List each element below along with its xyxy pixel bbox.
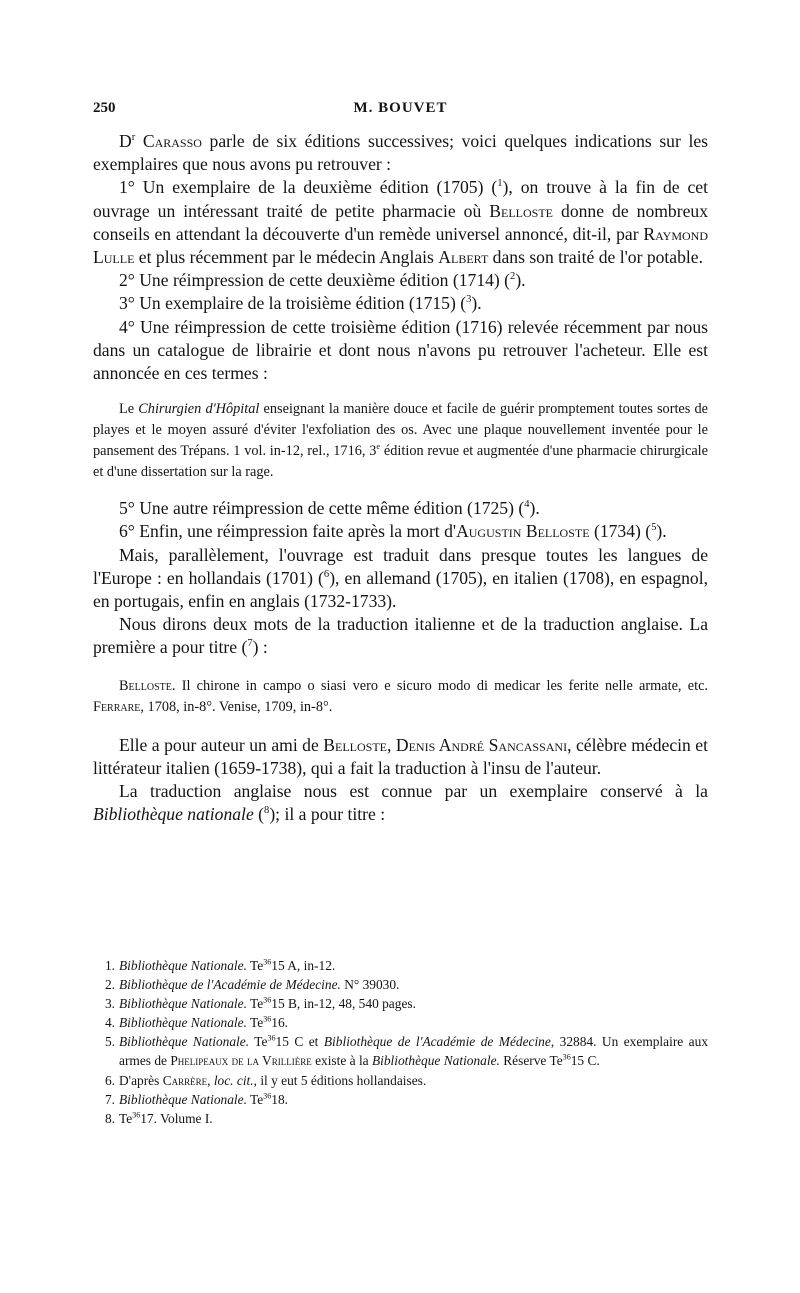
page-number: 250 [93,100,116,116]
main-text [93,130,708,826]
footnote-5: 5. Bibliothèque Nationale. Te$^{36}$15 C et Bibliothèque de l'Académie de Médecine, 32884. Un exemplaire aux armes de Phelipeaux de la Vrillière existe à la Bibliothèque Nationale. Réserve Te$^{36}$15 C. [104,1033,709,1069]
footnote-ref: 6 [323,568,330,580]
footnote-2: 2. Bibliothèque de l'Académie de Médecine. N° 39030. [104,977,400,993]
footnote-ref: 4 [524,499,530,511]
footnote-ref: 5 [651,522,657,534]
paragraph-item-5: 5° Une autre réimpression de cette même édition (1725) ($^4$). [119,498,540,519]
footnote-6: 6. D'après Carrère, loc. cit., il y eut 5 éditions hollandaises. [104,1072,427,1088]
paragraph-item-6: 6° Enfin, une réimpression faite après la mort d'Augustin Belloste (1734) ($^5$). [119,521,667,542]
paragraph-english: La traduction anglaise nous est connue par un exemplaire conservé à la Bibliothèque nationale ($^8$); il a pour titre : [93,781,708,825]
block-quote-catalogue: Le Chirurgien d'Hôpital enseignant la manière douce et facile de guérir promptement toutes sortes de playes et le moyen assuré d'éviter l'exfoliation des os. Avec une plaque nouvellement inventée pour le pansement des Trépans. 1 vol. in-12, rel., 1716, 3e édition revue et augmentée d'une pharmacie chirurgicale et d'une dissertation sur la rage. [93,401,709,481]
paragraph-intro: $D^r$ Carasso parle de six éditions successives; voici quelques indications sur les exemplaires que nous avons pu retrouver : [93,131,708,175]
block-quote-italian-title: Belloste. Il chirone in campo o siasi vero e sicuro modo di medicar les ferite nelle armate, etc. Ferrare, 1708, in-8°. Venise, 1709, in-8°. [93,677,708,715]
paragraph-item-3: 3° Un exemplaire de la troisième édition (1715) ($^3$). [119,293,482,314]
paragraph-item-4: 4° Une réimpression de cette troisième édition (1716) relevée récemment par nous dans un catalogue de librairie et dont nous n'avons pu retrouver l'acheteur. Elle est annoncée en ces termes : [93,316,708,384]
paragraph-item-2: 2° Une réimpression de cette deuxième édition (1714) ($^2$). [119,270,526,291]
footnote-4: 4. Bibliothèque Nationale. Te$^{36}$16. [104,1014,289,1031]
running-head [93,96,708,122]
footnote-ref: 8 [264,805,270,817]
footnote-7: 7. Bibliothèque Nationale. Te$^{36}$18. [104,1091,289,1107]
paragraph-two-words: Nous dirons deux mots de la traduction italienne et de la traduction anglaise. La première a pour titre ($^7$) : [93,614,708,658]
paragraph-author: Elle a pour auteur un ami de Belloste, Denis André Sancassani, célèbre médecin et littérateur italien (1659-1738), qui a fait la traduction à l'insu de l'auteur. [93,734,708,778]
footnote-ref: 3 [466,294,472,306]
footnote-8: 8. Te$^{36}$17. Volume I. [104,1110,213,1126]
running-title: M. BOUVET [353,100,448,116]
book-page [93,96,708,826]
footnote-ref: 1 [497,178,503,190]
author-name: Carasso [142,131,202,151]
paragraph-translations: Mais, parallèlement, l'ouvrage est traduit dans presque toutes les langues de l'Europe : en hollandais (1701) ($^6$), en allemand (1705), en italien (1708), en espagnol, en portugais, enfin en anglais (1732-1733). [93,544,708,612]
footnote-ref: 7 [247,638,253,650]
footnote-1: 1. Bibliothèque Nationale. Te$^{36}$15 A, in-12. [104,957,336,973]
footnote-ref: 2 [510,271,516,283]
footnote-3: 3. Bibliothèque Nationale. Te$^{36}$15 B, in-12, 48, 540 pages. [104,995,416,1012]
paragraph-item-1: 1° Un exemplaire de la deuxième édition (1705) ($^1$), on trouve à la fin de cet ouvrage un intéressant traité de petite pharmacie où Belloste donne de nombreux conseils en attendant la découverte d'un remède universel annoncé, dit-il, par Raymond Lulle et plus récemment par le médecin Anglais Albert dans son traité de l'or potable. [93,177,708,268]
footnotes [93,956,708,1128]
